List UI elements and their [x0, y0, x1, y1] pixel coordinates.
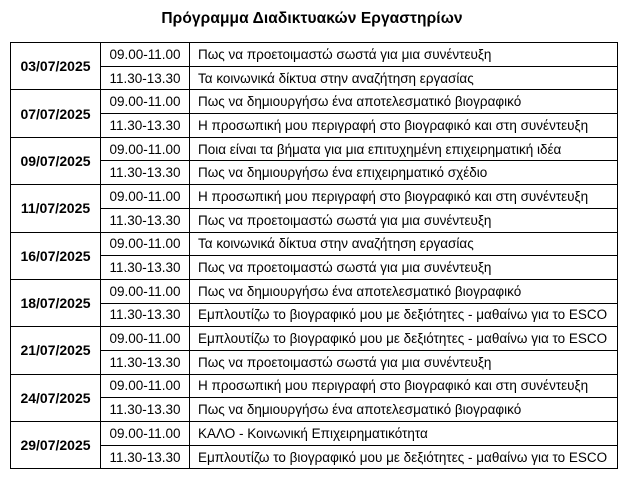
time-cell: 09.00-11.00 — [101, 43, 190, 67]
date-cell: 18/07/2025 — [11, 279, 101, 326]
time-cell: 09.00-11.00 — [101, 279, 190, 303]
time-cell: 11.30-13.30 — [101, 303, 190, 327]
time-cell: 09.00-11.00 — [101, 422, 190, 446]
table-row — [11, 66, 618, 90]
date-cell: 03/07/2025 — [11, 43, 101, 90]
topic-cell: Πως να δημιουργήσω ένα αποτελεσματικό βιογραφικό — [190, 279, 618, 303]
time-cell: 09.00-11.00 — [101, 90, 190, 114]
topic-cell: Η προσωπική μου περιγραφή στο βιογραφικό και στη συνέντευξη — [190, 185, 618, 209]
table-row — [11, 422, 618, 446]
table-row — [11, 398, 618, 422]
table-row — [11, 327, 618, 351]
time-cell: 09.00-11.00 — [101, 327, 190, 351]
table-row — [11, 208, 618, 232]
topic-cell: Τα κοινωνικά δίκτυα στην αναζήτηση εργασίας — [190, 232, 618, 256]
table-row — [11, 90, 618, 114]
date-cell: 29/07/2025 — [11, 422, 101, 469]
topic-cell: Τα κοινωνικά δίκτυα στην αναζήτηση εργασίας — [190, 66, 618, 90]
table-row — [11, 374, 618, 398]
table-row — [11, 114, 618, 138]
table-row — [11, 279, 618, 303]
time-cell: 11.30-13.30 — [101, 350, 190, 374]
topic-cell: Ποια είναι τα βήματα για μια επιτυχημένη επιχειρηματική ιδέα — [190, 137, 618, 161]
table-row — [11, 137, 618, 161]
date-cell: 09/07/2025 — [11, 137, 101, 184]
table-row — [11, 232, 618, 256]
time-cell: 11.30-13.30 — [101, 445, 190, 469]
time-cell: 09.00-11.00 — [101, 185, 190, 209]
date-cell: 16/07/2025 — [11, 232, 101, 279]
date-cell: 11/07/2025 — [11, 185, 101, 232]
table-row — [11, 256, 618, 280]
topic-cell: Πως να προετοιμαστώ σωστά για μια συνέντευξη — [190, 256, 618, 280]
table-row — [11, 43, 618, 67]
time-cell: 11.30-13.30 — [101, 398, 190, 422]
time-cell: 09.00-11.00 — [101, 374, 190, 398]
topic-cell: Πως να προετοιμαστώ σωστά για μια συνέντευξη — [190, 43, 618, 67]
topic-cell: Πως να προετοιμαστώ σωστά για μια συνέντευξη — [190, 350, 618, 374]
topic-cell: Πως να δημιουργήσω ένα αποτελεσματικό βιογραφικό — [190, 398, 618, 422]
topic-cell: Εμπλουτίζω το βιογραφικό μου με δεξιότητες - μαθαίνω για το ESCO — [190, 303, 618, 327]
time-cell: 11.30-13.30 — [101, 161, 190, 185]
table-row — [11, 303, 618, 327]
topic-cell: Πως να δημιουργήσω ένα αποτελεσματικό βιογραφικό — [190, 90, 618, 114]
table-row — [11, 185, 618, 209]
time-cell: 09.00-11.00 — [101, 232, 190, 256]
time-cell: 11.30-13.30 — [101, 66, 190, 90]
table-row — [11, 350, 618, 374]
time-cell: 11.30-13.30 — [101, 114, 190, 138]
time-cell: 11.30-13.30 — [101, 256, 190, 280]
table-row — [11, 161, 618, 185]
topic-cell: Η προσωπική μου περιγραφή στο βιογραφικό και στη συνέντευξη — [190, 374, 618, 398]
topic-cell: Εμπλουτίζω το βιογραφικό μου με δεξιότητες - μαθαίνω για το ESCO — [190, 327, 618, 351]
time-cell: 11.30-13.30 — [101, 208, 190, 232]
date-cell: 07/07/2025 — [11, 90, 101, 137]
topic-cell: Πως να προετοιμαστώ σωστά για μια συνέντευξη — [190, 208, 618, 232]
time-cell: 09.00-11.00 — [101, 137, 190, 161]
page-title: Πρόγραμμα Διαδικτυακών Εργαστηρίων — [161, 10, 463, 27]
topic-cell: Η προσωπική μου περιγραφή στο βιογραφικό και στη συνέντευξη — [190, 114, 618, 138]
topic-cell: Πως να δημιουργήσω ένα επιχειρηματικό σχέδιο — [190, 161, 618, 185]
date-cell: 21/07/2025 — [11, 327, 101, 374]
date-cell: 24/07/2025 — [11, 374, 101, 421]
topic-cell: Εμπλουτίζω το βιογραφικό μου με δεξιότητες - μαθαίνω για το ESCO — [190, 445, 618, 469]
table-row — [11, 445, 618, 469]
topic-cell: ΚΑΛΟ - Κοινωνική Επιχειρηματικότητα — [190, 422, 618, 446]
schedule-table — [10, 42, 618, 469]
